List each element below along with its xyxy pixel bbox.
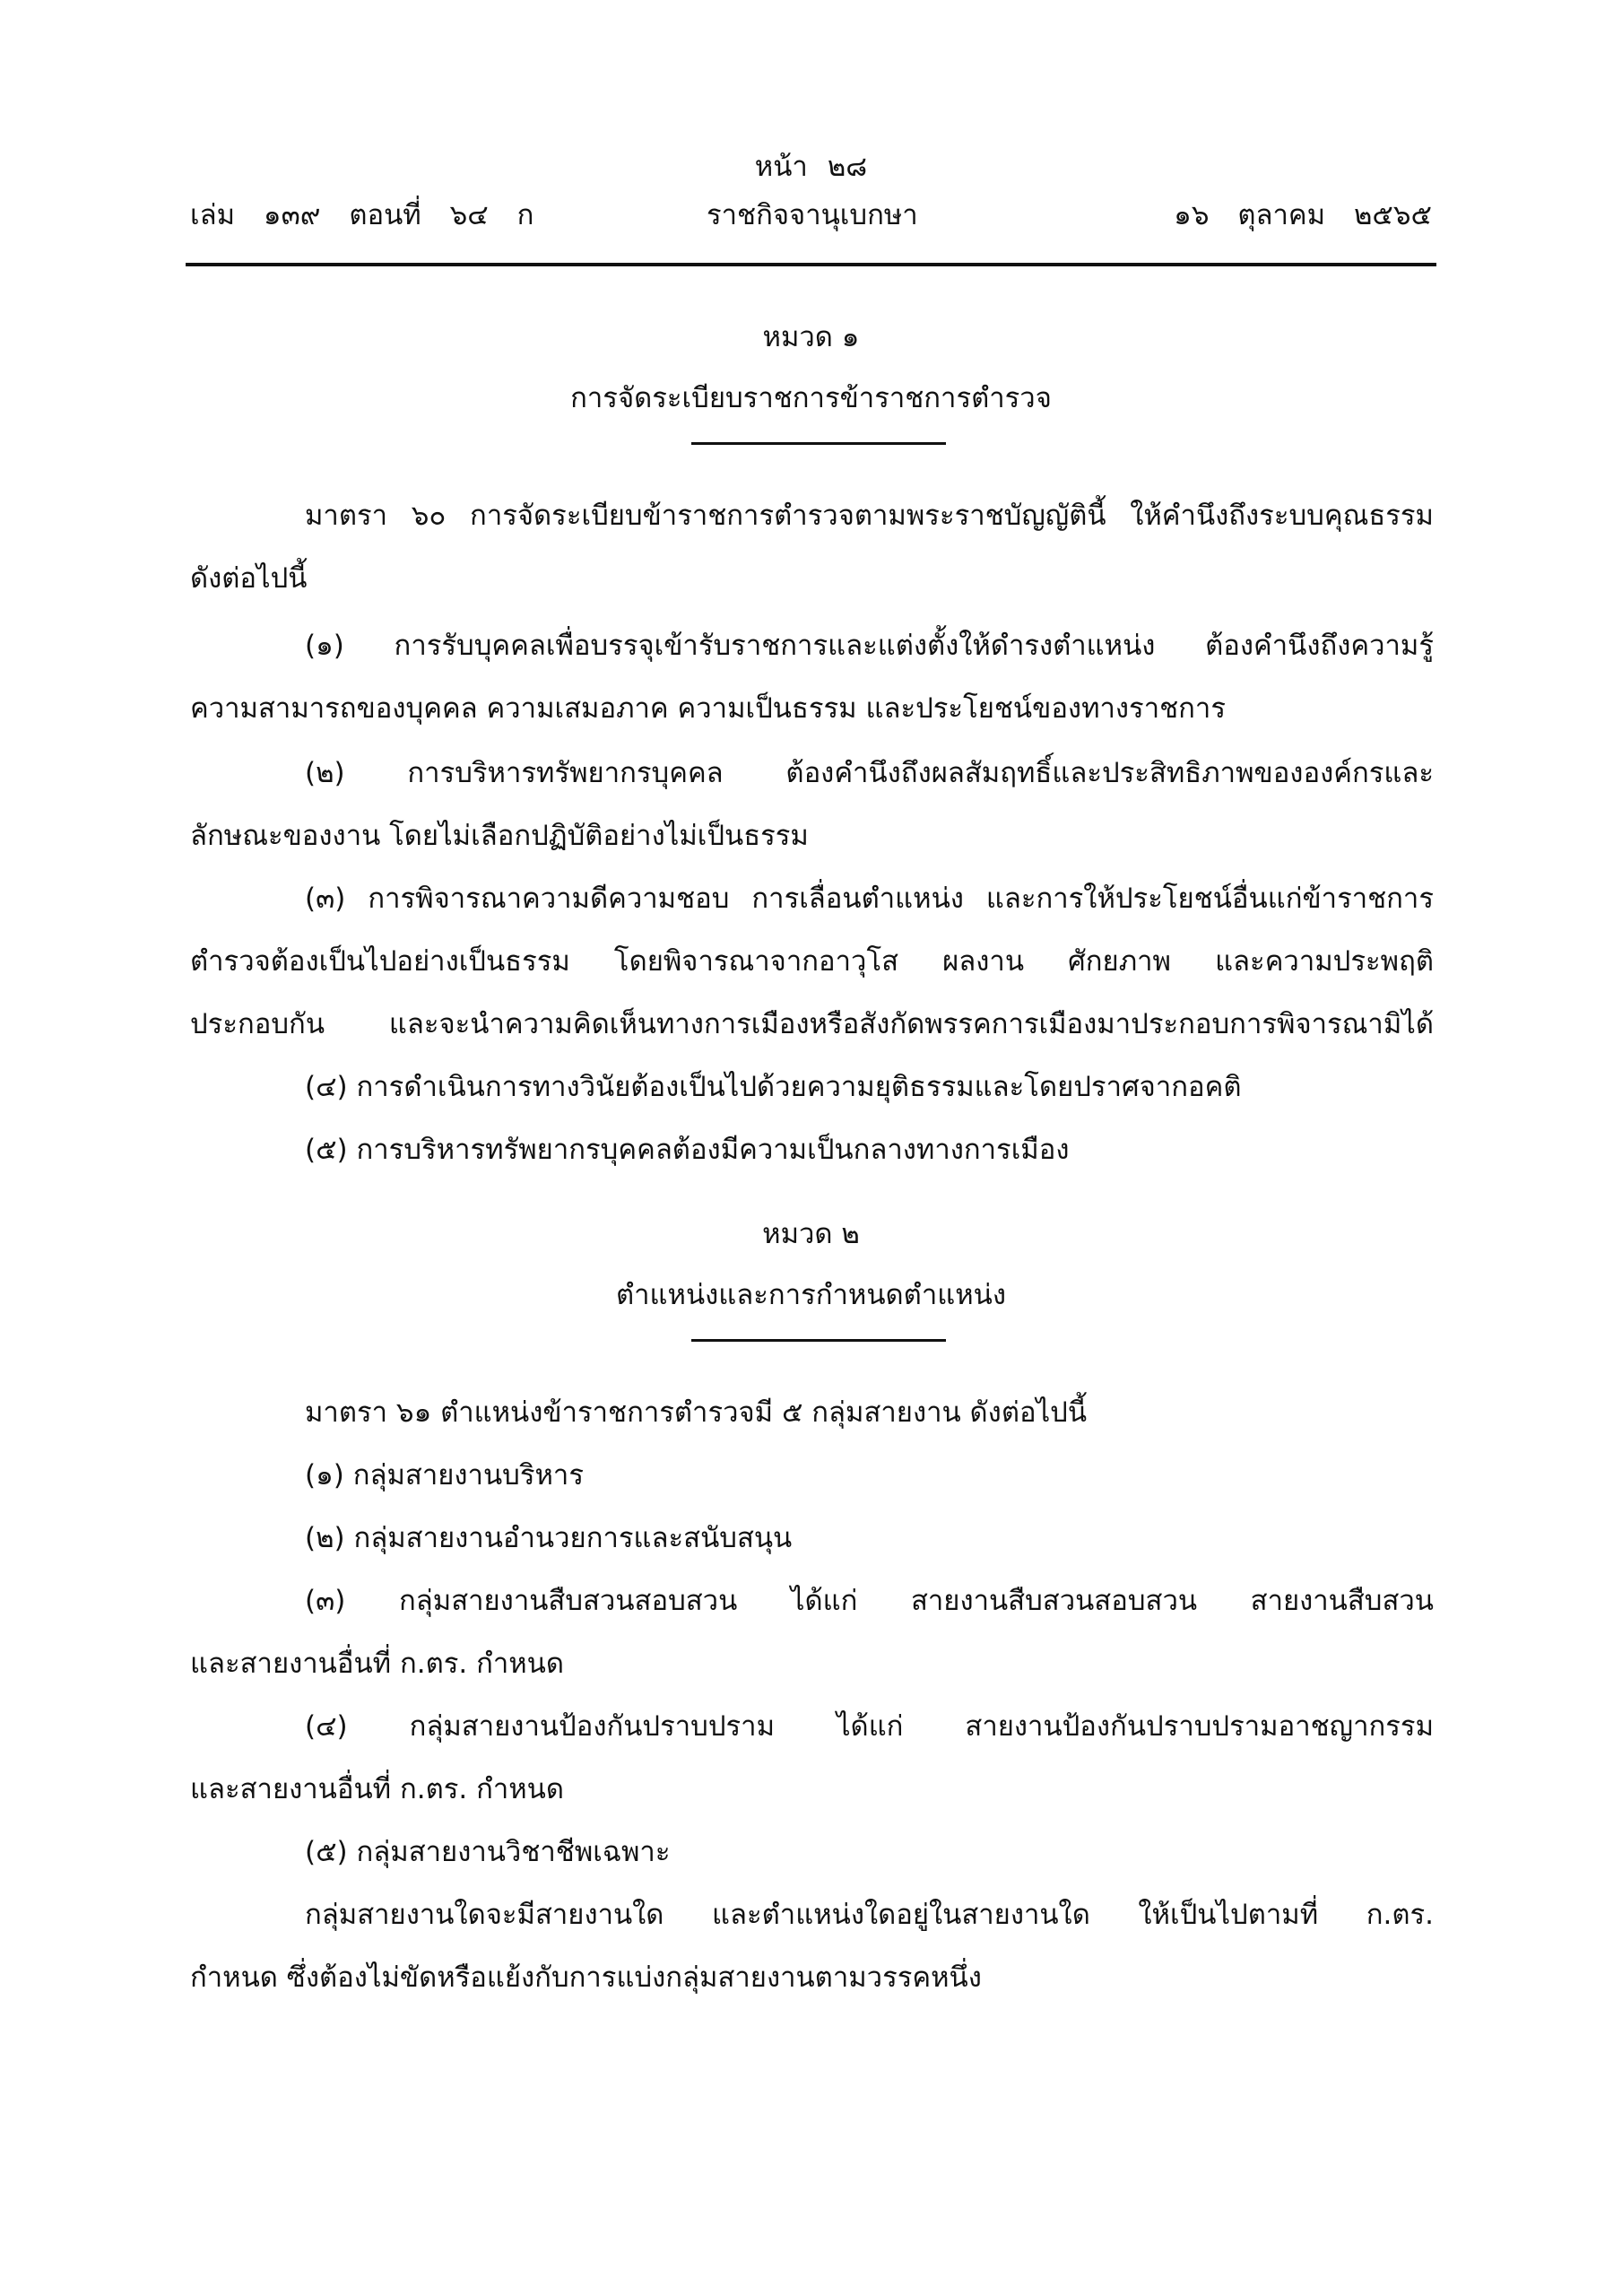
chapter-2-title: ตำแหน่งและการกำหนดตำแหน่ง [616,1279,1006,1311]
date-month: ตุลาคม [1237,199,1326,231]
chapter-2-rule [691,1339,946,1342]
group-item-4-line-2: และสายงานอื่นที่ ก.ตร. กำหนด [190,1773,565,1805]
item-2-line-2: ลักษณะของงาน โดยไม่เลือกปฏิบัติอย่างไม่เป็นธรรม [190,820,809,852]
item-4-line-1: (๔) การดำเนินการทางวินัยต้องเป็นไปด้วยความยุติธรรมและโดยปราศจากอคติ [305,1071,1242,1103]
date-day: ๑๖ [1174,199,1210,231]
page-number: ๒๘ [827,151,868,183]
item-2-line-1: (๒) การบริหารทรัพยากรบุคคล ต้องคำนึงถึงผลสัมฤทธิ์และประสิทธิภาพขององค์กรและ [305,757,1434,789]
section-61-line-1: มาตรา ๖๑ ตำแหน่งข้าราชการตำรวจมี ๕ กลุ่มสายงาน ดังต่อไปนี้ [305,1396,1088,1429]
volume-number: ๑๓๙ [263,199,321,231]
page-label: หน้า [754,151,808,183]
chapter-2-label: หมวด ๒ [762,1218,860,1250]
group-item-5: (๕) กลุ่มสายงานวิชาชีพเฉพาะ [305,1836,671,1868]
group-item-3-line-1: (๓) กลุ่มสายงานสืบสวนสอบสวน ได้แก่ สายงานสืบสวนสอบสวน สายงานสืบสวน [305,1585,1434,1617]
item-1-line-2: ความสามารถของบุคคล ความเสมอภาค ความเป็นธรรม และประโยชน์ของทางราชการ [190,692,1226,725]
item-1-line-1: (๑) การรับบุคคลเพื่อบรรจุเข้ารับราชการและแต่งตั้งให้ดำรงตำแหน่ง ต้องคำนึงถึงความรู้ [305,630,1434,662]
chapter-1-title: การจัดระเบียบราชการข้าราชการตำรวจ [570,382,1052,414]
chapter-1-rule [691,442,946,445]
issue-suffix: ก [516,199,534,231]
volume-label: เล่ม [190,199,236,231]
header-rule [186,263,1436,266]
section-60-line-2: ดังต่อไปนี้ [190,562,308,595]
group-item-3-line-2: และสายงานอื่นที่ ก.ตร. กำหนด [190,1648,565,1680]
date-year: ๒๕๖๕ [1353,199,1432,231]
issue-label: ตอนที่ [349,199,421,231]
item-5-line-1: (๕) การบริหารทรัพยากรบุคคลต้องมีความเป็นกลางทางการเมือง [305,1134,1070,1166]
item-3-line-2: ตำรวจต้องเป็นไปอย่างเป็นธรรม โดยพิจารณาจากอาวุโส ผลงาน ศักยภาพ และความประพฤติ [190,945,1434,978]
publication-date [1174,197,1432,233]
publication-title: ราชกิจจานุเบกษา [707,199,918,231]
group-item-1: (๑) กลุ่มสายงานบริหาร [305,1459,584,1492]
group-item-4-line-1: (๔) กลุ่มสายงานป้องกันปราบปราม ได้แก่ สายงานป้องกันปราบปรามอาชญากรรม [305,1710,1434,1743]
section-60-line-1: มาตรา ๖๐ การจัดระเบียบข้าราชการตำรวจตามพระราชบัญญัตินี้ ให้คำนึงถึงระบบคุณธรรม [305,500,1434,532]
closing-paragraph-line-1: กลุ่มสายงานใดจะมีสายงานใด และตำแหน่งใดอยู่ในสายงานใด ให้เป็นไปตามที่ ก.ตร. [305,1899,1434,1931]
issue-number: ๖๔ [449,199,489,231]
item-3-line-3: ประกอบกัน และจะนำความคิดเห็นทางการเมืองหรือสังกัดพรรคการเมืองมาประกอบการพิจารณามิได้ [190,1008,1434,1040]
page-number-line [0,149,1622,185]
item-3-line-1: (๓) การพิจารณาความดีความชอบ การเลื่อนตำแหน่ง และการให้ประโยชน์อื่นแก่ข้าราชการ [305,883,1434,915]
chapter-1-label: หมวด ๑ [762,321,860,353]
volume-issue [190,197,533,233]
group-item-2: (๒) กลุ่มสายงานอำนวยการและสนับสนุน [305,1522,793,1554]
closing-paragraph-line-2: กำหนด ซึ่งต้องไม่ขัดหรือแย้งกับการแบ่งกลุ่มสายงานตามวรรคหนึ่ง [190,1961,982,1994]
